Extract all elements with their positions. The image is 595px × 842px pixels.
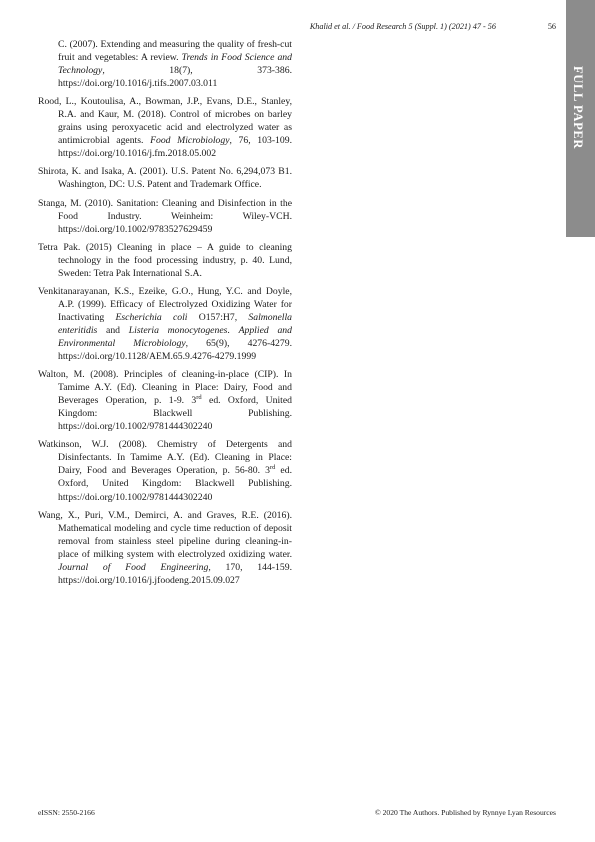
reference-item: Rood, L., Koutoulisa, A., Bowman, J.P., Evans, D.E., Stanley, R.A. and Kaur, M. (2018). Control of microbes on barley grains using peroxyacetic acid and electrolyzed water as antimicrobial agents. Food Microbiology, 76, 103-109. https://doi.org/10.1016/j.fm.2018.05.002 xyxy=(38,96,292,160)
page-number: 56 xyxy=(547,22,556,31)
full-paper-label: FULL PAPER xyxy=(571,66,585,150)
reference-item: C. (2007). Extending and measuring the quality of fresh-cut fruit and vegetables: A review. Trends in Food Science and Technology, 18(7), 373-386. https://doi.org/10.1016/j.tifs.2007.03.011 xyxy=(58,39,292,90)
reference-item: Walton, M. (2008). Principles of cleaning-in-place (CIP). In Tamime A.Y. (Ed). Cleaning in Place: Dairy, Food and Beverages Operation, p. 1-9. 3rd ed. Oxford, United Kingdom: Blackwell Publishing. https://doi.org/10.1002/9781444302240 xyxy=(38,369,292,433)
full-paper-tab xyxy=(566,0,595,237)
reference-item: Stanga, M. (2010). Sanitation: Cleaning and Disinfection in the Food Industry. Weinheim: Wiley-VCH. https://doi.org/10.1002/9783527629459 xyxy=(38,197,292,235)
reference-item: Wang, X., Puri, V.M., Demirci, A. and Graves, R.E. (2016). Mathematical modeling and cycle time reduction of deposit removal from stainless steel pipeline during cleaning-in-place of milking system with electrolyzed oxidizing water. Journal of Food Engineering, 170, 144-159. https://doi.org/10.1016/j.jfoodeng.2015.09.027 xyxy=(38,509,292,586)
copyright-notice: © 2020 The Authors. Published by Rynnye Lyan Resources xyxy=(374,808,556,817)
reference-list xyxy=(38,38,292,592)
reference-item: Shirota, K. and Isaka, A. (2001). U.S. Patent No. 6,294,073 B1. Washington, DC: U.S. Patent and Trademark Office. xyxy=(38,166,292,191)
reference-item: Watkinson, W.J. (2008). Chemistry of Detergents and Disinfectants. In Tamime A.Y. (Ed). Cleaning in Place: Dairy, Food and Beverages Operation, p. 56-80. 3rd ed. Oxford, United Kingdom: Blackwell Publishing. https://doi.org/10.1002/9781444302240 xyxy=(38,439,293,503)
journal-citation: Khalid et al. / Food Research 5 (Suppl. 1) (2021) 47 - 56 xyxy=(309,22,496,31)
reference-item: Venkitanarayanan, K.S., Ezeike, G.O., Hung, Y.C. and Doyle, A.P. (1999). Efficacy of Electrolyzed Oxidizing Water for Inactivating Escherichia coli O157:H7, Salmonella enteritidis and Listeria monocytogenes. Applied and Environmental Microbiology, 65(9), 4276-4279. https://doi.org/10.1128/AEM.65.9.4276-4279.1999 xyxy=(38,285,292,363)
issn-label: eISSN: 2550-2166 xyxy=(38,808,95,817)
reference-item: Tetra Pak. (2015) Cleaning in place – A guide to cleaning technology in the food processing industry, p. 40. Lund, Sweden: Tetra Pak International S.A. xyxy=(38,241,292,279)
